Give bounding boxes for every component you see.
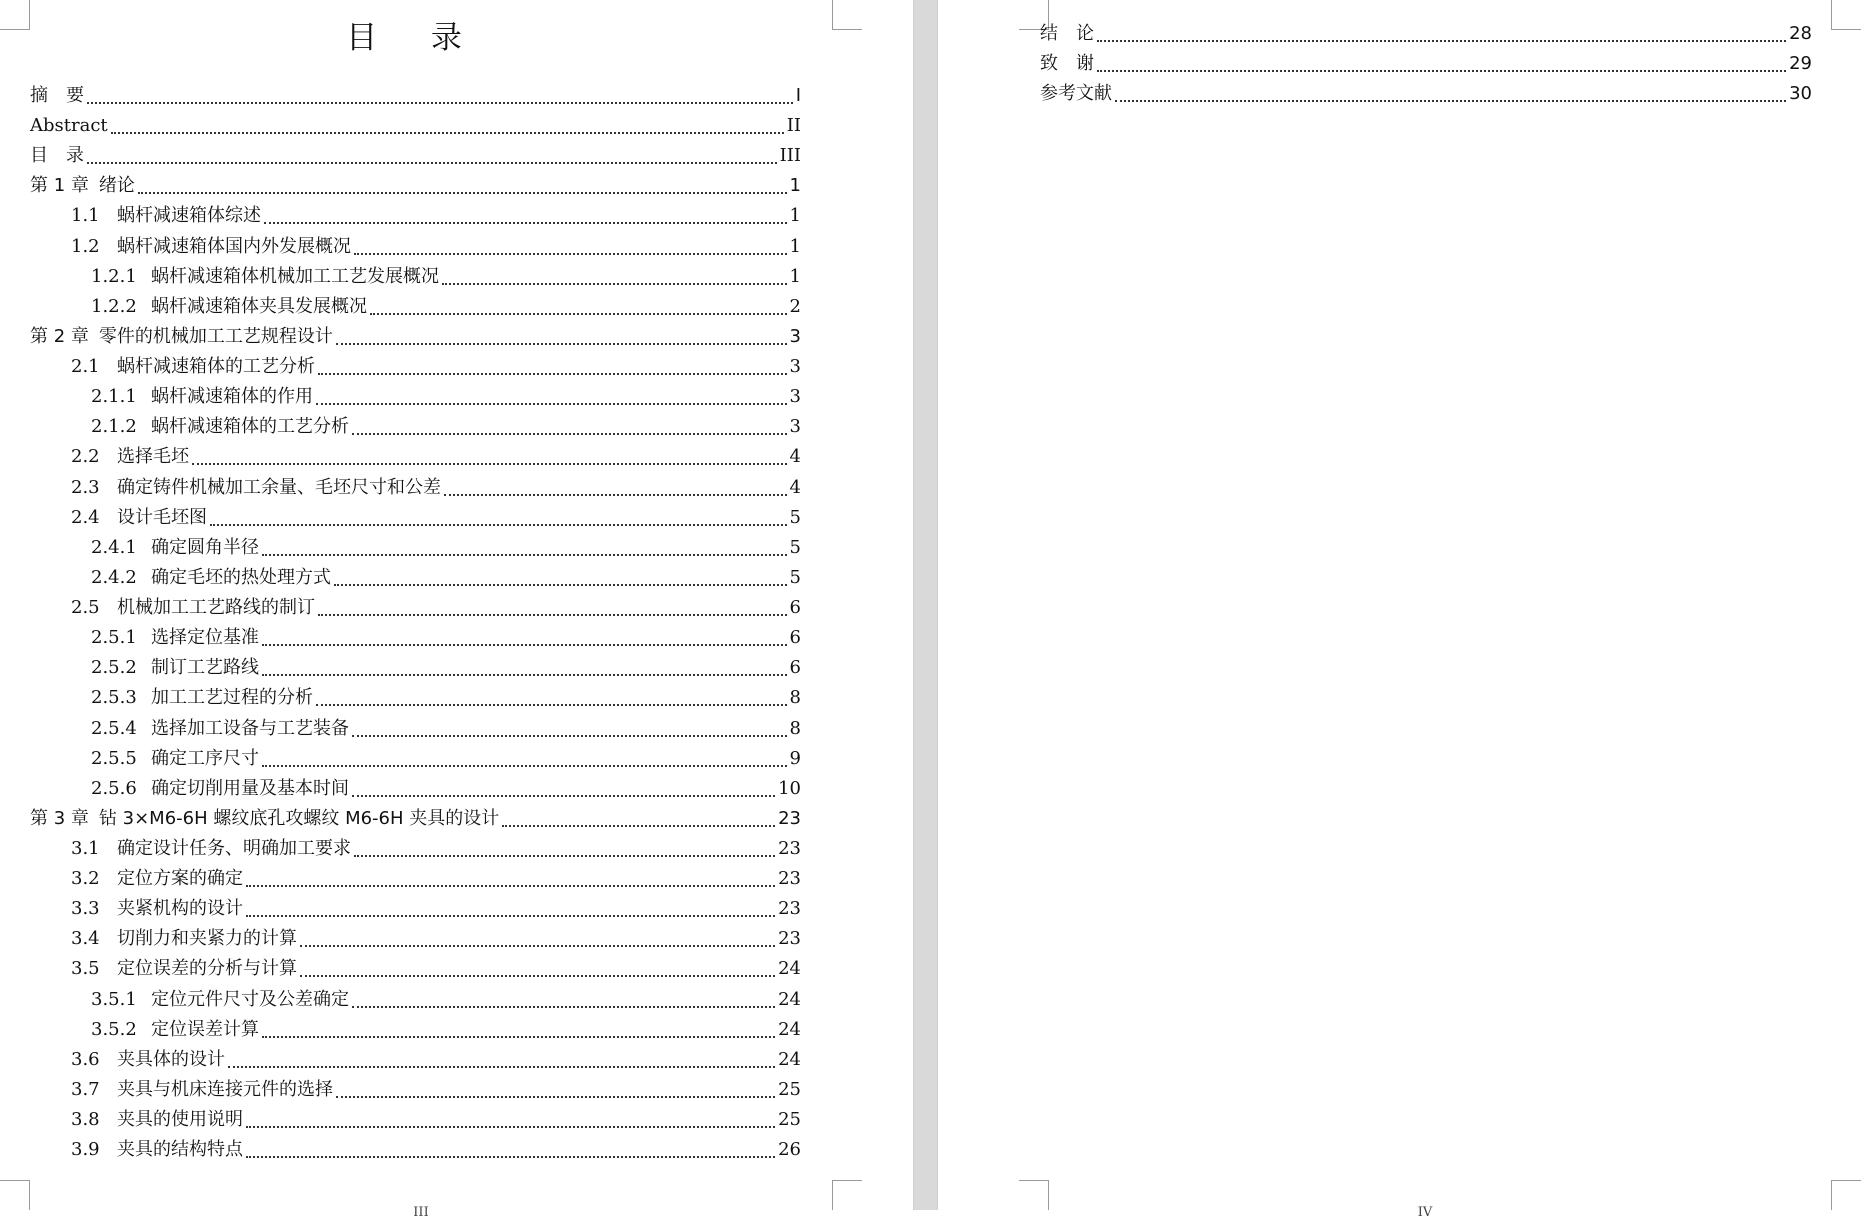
toc-entry-number: 1.1 — [71, 205, 100, 227]
toc-page-number: 3 — [789, 325, 801, 347]
toc-entry-label: 定位方案的确定 — [117, 868, 243, 890]
toc-entry-label: 确定设计任务、明确加工要求 — [117, 838, 351, 859]
toc-entry-label: 确定工序尺寸 — [151, 747, 259, 769]
toc-dot-leader — [352, 719, 787, 737]
toc-entry[interactable] — [91, 263, 801, 291]
toc-entry-label: Abstract — [30, 115, 108, 137]
toc-dot-leader — [246, 869, 775, 887]
toc-dot-leader — [334, 568, 787, 586]
toc-dot-leader — [262, 658, 787, 676]
toc-entry-label: 蜗杆减速箱体综述 — [117, 205, 261, 227]
toc-dot-leader — [444, 478, 787, 496]
toc-entry-number: 2.4.2 — [91, 566, 137, 588]
toc-entry[interactable] — [91, 293, 801, 321]
toc-entry[interactable] — [71, 955, 801, 983]
toc-page-number: 24 — [778, 958, 801, 980]
toc-dot-leader — [336, 1080, 775, 1098]
toc-entry[interactable] — [71, 443, 801, 471]
toc-dot-leader — [87, 146, 777, 164]
toc-dot-leader — [246, 1110, 775, 1128]
toc-dot-leader — [1115, 84, 1786, 102]
toc-entry-number: 2.5.5 — [91, 747, 137, 769]
toc-page-number: 28 — [1789, 23, 1812, 44]
toc-entry-number: 2.1.2 — [91, 416, 137, 438]
toc-page-number: 23 — [778, 898, 801, 920]
page-corner-mark — [0, 1180, 30, 1210]
toc-entry-label: 钻 3×M6-6H 螺纹底孔攻螺纹 M6-6H 夹具的设计 — [98, 807, 500, 829]
toc-dot-leader — [370, 297, 787, 315]
toc-page-left — [0, 0, 913, 1220]
page-corner-mark — [1831, 0, 1861, 30]
toc-entry-label: 夹紧机构的设计 — [117, 898, 243, 920]
toc-page-number: 24 — [778, 988, 801, 1010]
toc-entry[interactable] — [91, 775, 801, 803]
toc-page-number: 24 — [778, 1018, 801, 1040]
toc-page-number: 1 — [789, 175, 801, 197]
toc-entry[interactable] — [71, 895, 801, 923]
toc-page-number: 29 — [1789, 53, 1812, 75]
toc-entry[interactable] — [71, 925, 801, 953]
toc-entry-number: 3.1 — [71, 838, 100, 859]
toc-entry[interactable] — [91, 745, 801, 773]
toc-entry-label: 零件的机械加工工艺规程设计 — [98, 325, 333, 347]
toc-entry-number: 2.1.1 — [91, 386, 137, 408]
toc-entry-label: 结 论 — [1040, 23, 1094, 44]
toc-page-number: 6 — [789, 597, 801, 619]
toc-entry-number: 1.2.2 — [91, 295, 137, 317]
toc-entry-label: 目 录 — [30, 145, 84, 167]
toc-dot-leader — [264, 206, 787, 224]
toc-page-number: 4 — [789, 446, 801, 468]
toc-dot-leader — [318, 598, 787, 616]
toc-entry-label: 夹具与机床连接元件的选择 — [117, 1078, 333, 1100]
toc-entry[interactable] — [71, 1136, 801, 1164]
toc-dot-leader — [262, 538, 787, 556]
toc-page-number: 30 — [1789, 83, 1812, 105]
toc-entry-number: 第 1 章 — [30, 175, 89, 197]
toc-page-number: 4 — [789, 476, 801, 498]
toc-page-number: 5 — [789, 566, 801, 588]
toc-entry[interactable] — [91, 1016, 801, 1044]
toc-page-number: 1 — [789, 205, 801, 227]
toc-entry-number: 3.2 — [71, 868, 100, 890]
toc-entry[interactable] — [91, 534, 801, 562]
toc-entry[interactable] — [1040, 50, 1812, 78]
toc-entry-label: 蜗杆减速箱体国内外发展概况 — [117, 235, 351, 257]
toc-entry-number: 3.5.2 — [91, 1018, 137, 1040]
toc-page-number: I — [795, 85, 801, 106]
toc-dot-leader — [316, 387, 787, 405]
toc-dot-leader — [138, 176, 787, 194]
toc-page-number: II — [786, 115, 801, 137]
toc-page-number: 3 — [789, 416, 801, 438]
toc-entry-label: 确定铸件机械加工余量、毛坯尺寸和公差 — [117, 476, 441, 498]
toc-page-number: 23 — [778, 868, 801, 890]
toc-entry[interactable] — [71, 233, 801, 261]
toc-entry[interactable] — [71, 474, 801, 502]
toc-entry-number: 第 3 章 — [30, 807, 89, 829]
toc-entry-number: 2.5.2 — [91, 657, 137, 679]
toc-entry[interactable] — [91, 986, 801, 1014]
toc-page-right — [938, 0, 1861, 1220]
toc-entry-number: 3.8 — [71, 1109, 100, 1131]
toc-entry-number: 2.5.1 — [91, 627, 137, 649]
toc-page-number: 8 — [789, 717, 801, 739]
toc-dot-leader — [502, 809, 775, 827]
toc-dot-leader — [246, 899, 775, 917]
page-corner-mark — [1831, 1180, 1861, 1210]
toc-entry-number: 3.5.1 — [91, 988, 137, 1010]
toc-entry-number: 2.3 — [71, 476, 100, 498]
toc-dot-leader — [262, 749, 787, 767]
toc-dot-leader — [352, 990, 775, 1008]
toc-dot-leader — [228, 1050, 775, 1068]
toc-entry-number: 2.5.6 — [91, 777, 137, 799]
toc-entry-number: 2.4.1 — [91, 536, 137, 558]
page-footer: III — [413, 1205, 429, 1220]
toc-entry[interactable] — [1040, 80, 1812, 108]
toc-dot-leader — [87, 86, 793, 104]
toc-entry-number: 3.7 — [71, 1078, 100, 1100]
toc-entry-label: 定位误差计算 — [151, 1018, 259, 1040]
toc-entry-label: 蜗杆减速箱体机械加工工艺发展概况 — [151, 265, 439, 287]
toc-entry-label: 参考文献 — [1040, 83, 1112, 105]
page-corner-mark — [832, 0, 862, 30]
toc-entry[interactable] — [71, 353, 801, 381]
toc-entry[interactable] — [71, 202, 801, 230]
toc-entry-label: 设计毛坯图 — [117, 506, 207, 528]
toc-entry[interactable] — [91, 654, 801, 682]
toc-page-number: 2 — [789, 295, 801, 317]
toc-entry[interactable] — [71, 1076, 801, 1104]
toc-entry-number: 2.4 — [71, 506, 100, 528]
toc-dot-leader — [1097, 54, 1786, 72]
toc-entry-number: 3.3 — [71, 898, 100, 920]
toc-entry[interactable] — [91, 624, 801, 652]
toc-entry-label: 夹具的使用说明 — [117, 1109, 243, 1131]
toc-page-number: 10 — [778, 777, 801, 799]
toc-page-number: 3 — [789, 386, 801, 408]
toc-page-number: 9 — [789, 747, 801, 769]
toc-entry-label: 夹具的结构特点 — [117, 1139, 243, 1161]
toc-dot-leader — [192, 447, 787, 465]
toc-entry-label: 蜗杆减速箱体的作用 — [151, 386, 313, 408]
toc-page-number: 1 — [789, 265, 801, 287]
toc-entry-label: 选择毛坯 — [117, 446, 189, 468]
toc-dot-leader — [262, 628, 787, 646]
page-gap — [913, 0, 938, 1210]
toc-entry[interactable] — [30, 82, 801, 110]
toc-dot-leader — [262, 1020, 775, 1038]
toc-entry[interactable] — [71, 1106, 801, 1134]
toc-entry[interactable] — [91, 684, 801, 712]
toc-entry-number: 1.2.1 — [91, 265, 137, 287]
toc-page-number: 6 — [789, 627, 801, 649]
toc-page-number: 3 — [789, 356, 801, 378]
toc-entry-label: 夹具体的设计 — [117, 1048, 225, 1070]
toc-dot-leader — [354, 237, 787, 255]
page-footer: IV — [1417, 1205, 1433, 1220]
toc-page-number: 5 — [789, 536, 801, 558]
page-corner-mark — [1019, 1180, 1049, 1210]
toc-entry-label: 加工工艺过程的分析 — [151, 687, 313, 709]
toc-dot-leader — [318, 357, 787, 375]
toc-entry-label: 摘 要 — [30, 85, 84, 106]
toc-entry-label: 机械加工工艺路线的制订 — [117, 597, 315, 619]
toc-entry[interactable] — [71, 865, 801, 893]
toc-page-number: 8 — [789, 687, 801, 709]
toc-entry-label: 确定切削用量及基本时间 — [151, 777, 349, 799]
toc-entry[interactable] — [71, 835, 801, 863]
toc-entry-label: 蜗杆减速箱体夹具发展概况 — [151, 295, 367, 317]
toc-page-number: 24 — [778, 1048, 801, 1070]
toc-entry[interactable] — [71, 594, 801, 622]
toc-entry-label: 确定圆角半径 — [151, 536, 259, 558]
toc-entry[interactable] — [1040, 20, 1812, 48]
toc-entry[interactable] — [30, 112, 801, 140]
toc-entry-number: 2.2 — [71, 446, 100, 468]
toc-page-number: 1 — [789, 235, 801, 257]
toc-entry-label: 致 谢 — [1040, 53, 1094, 75]
toc-dot-leader — [352, 779, 775, 797]
page-corner-mark — [832, 1180, 862, 1210]
toc-entry-label: 切削力和夹紧力的计算 — [117, 928, 297, 950]
toc-entry-number: 3.6 — [71, 1048, 100, 1070]
toc-entry-number: 2.5 — [71, 597, 100, 619]
toc-entry[interactable] — [30, 805, 801, 833]
toc-entry-number: 3.9 — [71, 1139, 100, 1161]
toc-dot-leader — [246, 1140, 775, 1158]
toc-dot-leader — [316, 688, 787, 706]
toc-entry-number: 3.5 — [71, 958, 100, 980]
toc-entry-label: 确定毛坯的热处理方式 — [151, 566, 331, 588]
toc-page-number: III — [779, 145, 801, 167]
toc-page-number: 23 — [778, 928, 801, 950]
toc-dot-leader — [210, 508, 787, 526]
toc-page-number: 25 — [778, 1078, 801, 1100]
toc-entry[interactable] — [91, 413, 801, 441]
toc-dot-leader — [300, 959, 775, 977]
toc-page-number: 23 — [778, 807, 801, 829]
toc-entry-label: 选择定位基准 — [151, 627, 259, 649]
toc-dot-leader — [354, 839, 775, 857]
toc-entry-label: 绪论 — [98, 175, 135, 197]
toc-entry-number: 2.1 — [71, 356, 100, 378]
toc-entry-label: 定位元件尺寸及公差确定 — [151, 988, 349, 1010]
toc-page-number: 6 — [789, 657, 801, 679]
toc-entry[interactable] — [91, 715, 801, 743]
toc-entry[interactable] — [30, 172, 801, 200]
toc-page-number: 25 — [778, 1109, 801, 1131]
toc-page-number: 23 — [778, 838, 801, 859]
toc-dot-leader — [442, 267, 787, 285]
toc-entry-number: 1.2 — [71, 235, 100, 257]
toc-page-number: 5 — [789, 506, 801, 528]
toc-entry-label: 蜗杆减速箱体的工艺分析 — [117, 356, 315, 378]
toc-entry-number: 2.5.4 — [91, 717, 137, 739]
toc-entry-label: 制订工艺路线 — [151, 657, 259, 679]
toc-entry[interactable] — [71, 504, 801, 532]
toc-entry[interactable] — [71, 1046, 801, 1074]
toc-dot-leader — [300, 929, 775, 947]
toc-entry[interactable] — [91, 383, 801, 411]
toc-title: 目 录 — [346, 20, 484, 56]
toc-entry-label: 定位误差的分析与计算 — [117, 958, 297, 980]
toc-entry[interactable] — [30, 142, 801, 170]
toc-entry[interactable] — [91, 564, 801, 592]
toc-entry-label: 选择加工设备与工艺装备 — [151, 717, 349, 739]
toc-dot-leader — [352, 417, 787, 435]
toc-page-number: 26 — [778, 1139, 801, 1161]
toc-entry-label: 蜗杆减速箱体的工艺分析 — [151, 416, 349, 438]
toc-entry[interactable] — [30, 323, 801, 351]
toc-dot-leader — [111, 116, 784, 134]
toc-entry-number: 2.5.3 — [91, 687, 137, 709]
toc-dot-leader — [336, 327, 787, 345]
toc-dot-leader — [1097, 24, 1786, 42]
toc-entry-number: 3.4 — [71, 928, 100, 950]
toc-entry-number: 第 2 章 — [30, 325, 89, 347]
